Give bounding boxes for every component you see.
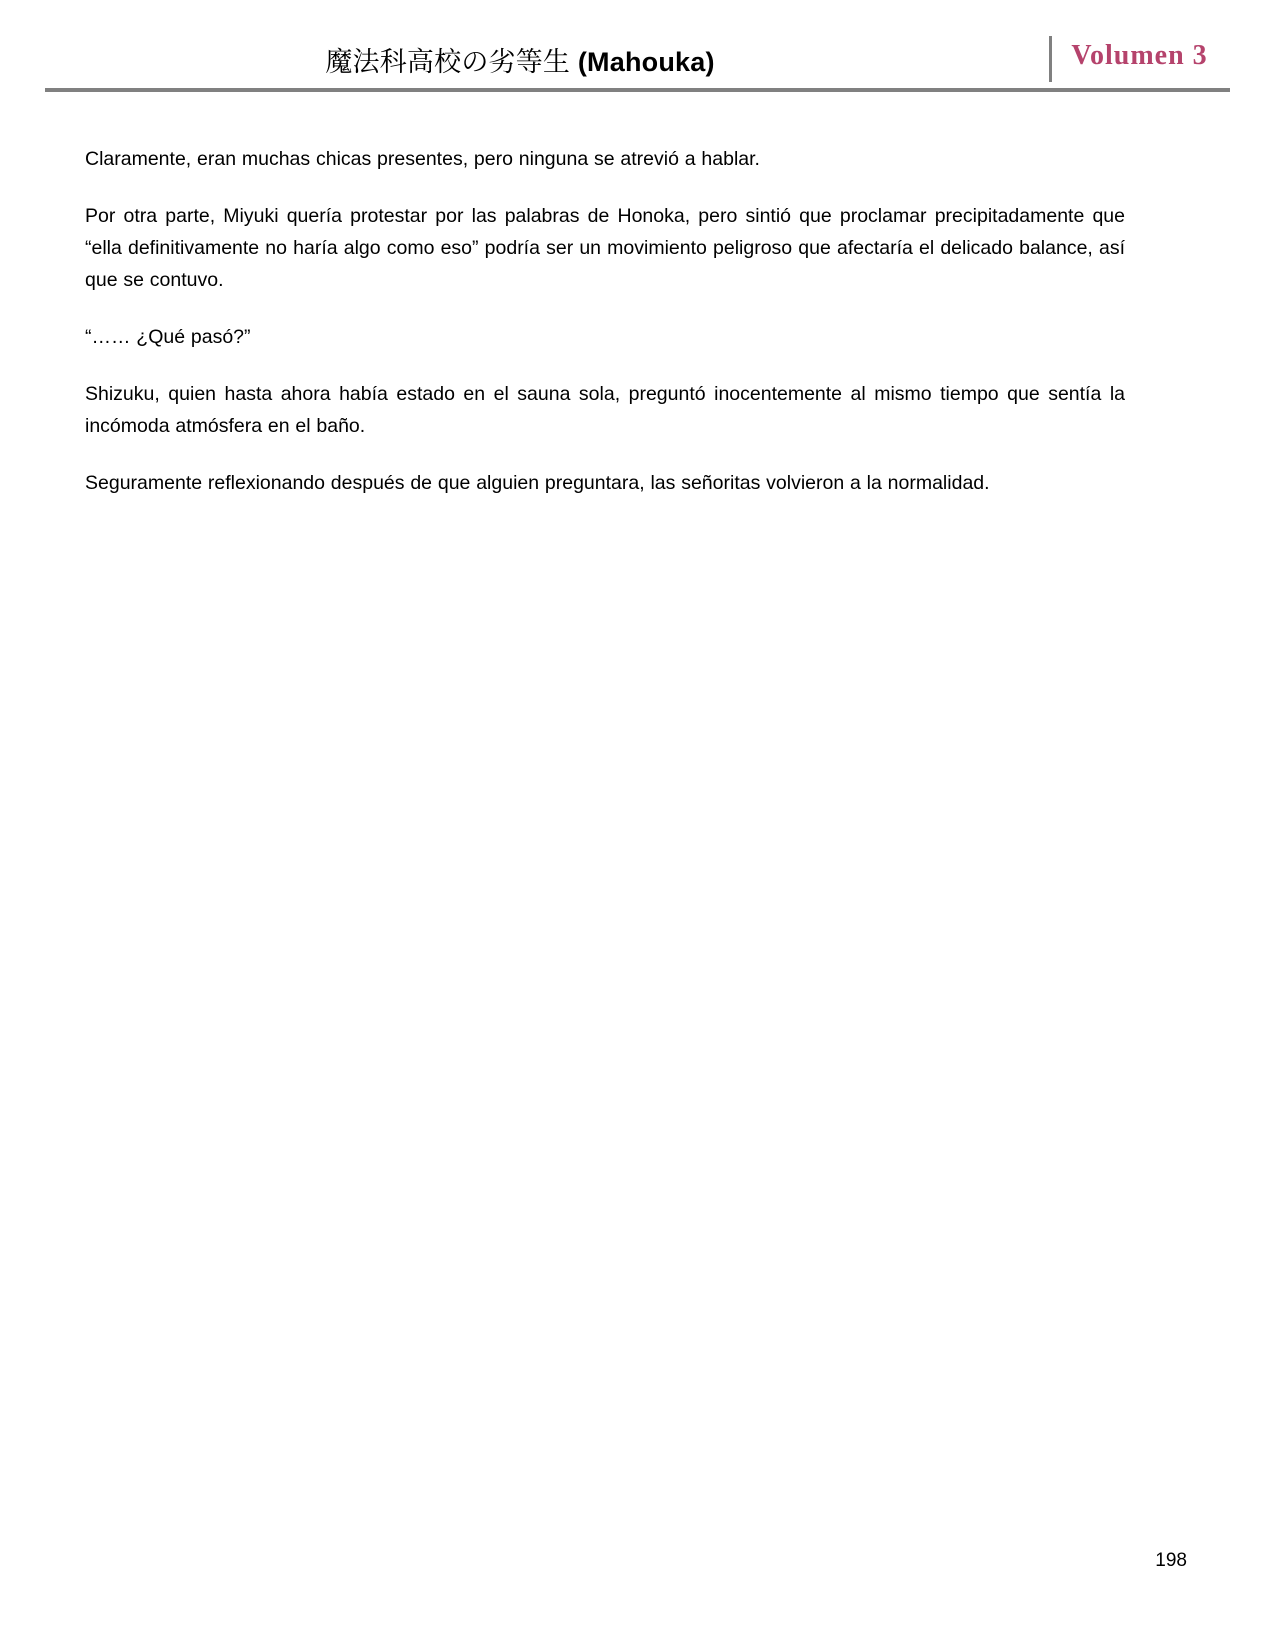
header-volume-label: Volumen 3 bbox=[1071, 40, 1208, 71]
header-divider bbox=[1049, 36, 1052, 82]
header-title bbox=[45, 40, 995, 79]
header-horizontal-rule bbox=[45, 88, 1230, 92]
body-paragraph: Claramente, eran muchas chicas presentes, pero ninguna se atrevió a hablar. bbox=[85, 148, 760, 170]
body-paragraph: “…… ¿Qué pasó?” bbox=[85, 326, 251, 348]
body-paragraph: Por otra parte, Miyuki quería protestar por las palabras de Honoka, pero sintió que proclamar precipitadamente que “ella definitivamente no haría algo como eso” podría ser un movimiento peligroso que afectaría el delicado balance, así que se contuvo. bbox=[85, 205, 1125, 291]
page-number: 198 bbox=[1155, 1550, 1187, 1571]
header-title-japanese: 魔法科高校の劣等生 bbox=[325, 47, 571, 78]
body-paragraph: Seguramente reflexionando después de que alguien preguntara, las señoritas volvieron a la normalidad. bbox=[85, 472, 990, 494]
page-header bbox=[45, 28, 1230, 90]
page-content bbox=[85, 143, 1125, 499]
header-inner bbox=[45, 28, 1230, 86]
body-paragraph: Shizuku, quien hasta ahora había estado en el sauna sola, preguntó inocentemente al mismo tiempo que sentía la incómoda atmósfera en el baño. bbox=[85, 383, 1125, 437]
header-title-latin: (Mahouka) bbox=[570, 47, 715, 77]
